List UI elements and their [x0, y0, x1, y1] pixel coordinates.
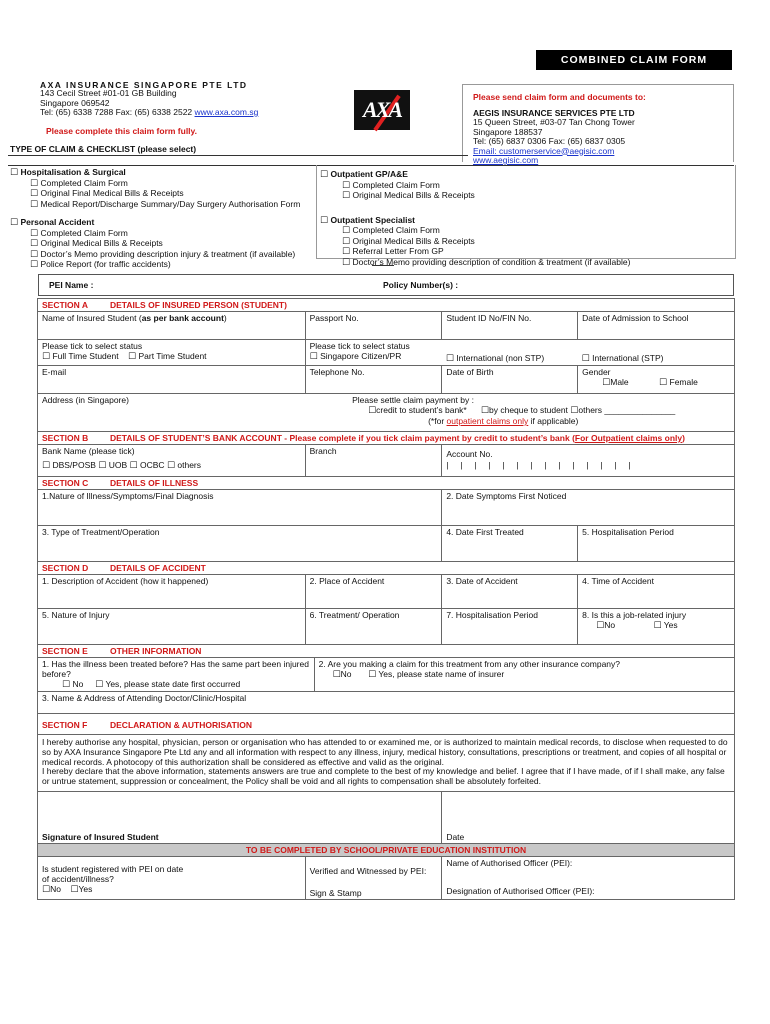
section-label: SECTION D	[42, 563, 89, 573]
field-label: 1. Has the illness been treated before? Has the same part been injured before?	[42, 659, 309, 679]
citizen-checkbox[interactable]: ☐ Singapore Citizen/PR	[309, 351, 402, 362]
field-label: 3. Type of Treatment/Operation	[42, 527, 160, 537]
checklist-title: TYPE OF CLAIM & CHECKLIST (please select)	[10, 144, 197, 154]
gender-field	[578, 366, 735, 394]
dbs-checkbox[interactable]: ☐ DBS/POSB	[42, 460, 96, 471]
hosp-item-1: Completed Claim Form	[40, 177, 128, 188]
field-label: 1.Nature of Illness/Symptoms/Final Diagnosis	[42, 491, 214, 501]
officer-field[interactable]	[442, 856, 735, 899]
section-label: SECTION E	[42, 646, 88, 656]
short-divider	[372, 265, 394, 266]
field-label: 6. Treatment/ Operation	[309, 610, 400, 620]
option-label: by cheque to student	[489, 405, 568, 415]
intl-stp-checkbox[interactable]: ☐ International (STP)	[578, 340, 735, 366]
section-label: SECTION B	[42, 433, 89, 443]
cheque-checkbox[interactable]: ☐by cheque to student	[480, 405, 568, 416]
field-label: )	[223, 313, 227, 323]
field-label: 5. Hospitalisation Period	[582, 527, 674, 537]
field-label: 2. Place of Accident	[309, 576, 385, 586]
institution-header	[38, 843, 735, 856]
ops-item-4: Doctor’s Memo providing description of condition & treatment (if available)	[352, 256, 631, 267]
op-item[interactable]: ☐ Completed Claim Form	[342, 179, 440, 191]
pa-checkbox[interactable]: ☐ Personal Accident	[10, 217, 95, 228]
illness-hosp-period-field[interactable]	[578, 526, 735, 562]
ops-item-1: Completed Claim Form	[352, 225, 440, 235]
axa-website-link[interactable]: www.axa.com.sg	[194, 107, 259, 117]
treated-before-yes-checkbox[interactable]: ☐ Yes, please state date first occurred	[95, 679, 241, 690]
hosp-item-3: Medical Report/Discharge Summary/Day Surgery Authorisation Form	[40, 198, 301, 209]
accident-description-field[interactable]	[38, 575, 306, 609]
field-label: 1. Description of Accident (how it happened)	[42, 576, 209, 586]
field-label: Please tick to select status	[42, 341, 143, 351]
declaration-text	[38, 735, 735, 792]
option-label: International (non STP)	[456, 353, 545, 363]
section-title: DETAILS OF ACCIDENT	[110, 563, 206, 573]
field-label: Name of Insured Student (	[42, 313, 142, 323]
section-b-header	[38, 432, 735, 445]
female-checkbox[interactable]: ☐ Female	[659, 377, 698, 388]
treated-before-field	[38, 658, 315, 692]
dob-field[interactable]	[442, 366, 578, 394]
op-item-2: Original Medical Bills & Receipts	[352, 190, 475, 200]
field-label: Branch	[309, 446, 337, 456]
account-number-field[interactable]	[442, 445, 735, 477]
passport-field[interactable]	[305, 312, 442, 340]
pei-registered-field	[38, 856, 306, 899]
option-label: No	[604, 620, 616, 630]
axa-logo	[354, 90, 410, 130]
hosp-item-2: Original Final Medical Bills & Receipts	[40, 188, 184, 198]
pei-row	[38, 274, 734, 296]
accident-place-field[interactable]	[305, 575, 442, 609]
field-label: Please tick to select status	[309, 341, 410, 351]
ocbc-checkbox[interactable]: ☐ OCBC	[129, 460, 165, 471]
ops-item-3: Referral Letter From GP	[352, 246, 444, 256]
injury-nature-field[interactable]	[38, 609, 306, 645]
hosp-item[interactable]: ☐ Completed Claim Form	[30, 177, 128, 189]
form-title: COMBINED CLAIM FORM	[536, 50, 732, 70]
checklist-left	[10, 168, 332, 271]
others-payment-checkbox[interactable]: ☐others _______________	[570, 405, 676, 416]
ops-label: Outpatient Specialist	[330, 214, 415, 225]
address-field[interactable]	[38, 394, 315, 432]
hosp-item[interactable]: ☐ Original Final Medical Bills & Receipts	[30, 188, 184, 199]
pa-label: Personal Accident	[20, 217, 95, 227]
address-line-1: 143 Cecil Street #01-01 GB Building	[40, 88, 177, 98]
others-bank-checkbox[interactable]: ☐ others	[166, 460, 202, 471]
section-title: )	[682, 433, 685, 443]
field-label: 3. Name & Address of Attending Doctor/Clinic/Hospital	[42, 693, 247, 703]
option-label: Yes, please state date first occurred	[105, 679, 241, 689]
section-title: DECLARATION & AUTHORISATION	[110, 720, 252, 730]
section-a-header	[38, 299, 735, 312]
section-f-header	[38, 714, 735, 735]
other-insurance-field	[314, 658, 734, 692]
pa-item[interactable]: ☐ Police Report (for traffic accidents)	[30, 259, 171, 270]
send-to-website-link[interactable]: www.aegisic.com	[473, 155, 539, 165]
logo-text: AXA	[362, 97, 402, 122]
credit-bank-checkbox[interactable]: ☐credit to student’s bank*	[368, 405, 467, 416]
field-label: Name of Authorised Officer (PEI):	[446, 857, 573, 868]
field-label: Date	[446, 831, 465, 842]
note-highlight: outpatient claims only	[446, 416, 529, 426]
pa-item[interactable]: ☐ Original Medical Bills & Receipts	[30, 238, 163, 249]
phone-fax: Tel: (65) 6338 7288 Fax: (65) 6338 2522	[40, 107, 195, 117]
field-label: Verified and Witnessed by PEI:	[309, 865, 427, 876]
section-label: SECTION F	[42, 720, 88, 730]
declaration-paragraph-1: I hereby authorise any hospital, physician, person or organisation who has attended to or examined me, or is authorized to maintain medical records, to disclose when requested to do so by AXA Insurance Singapore Pte Ltd any and all information with respect to any illness, injury, medical history, consultations, prescriptions or treatment, and copies of all hospital or medical records. A photocopy of this authorization shall be considered as effective and valid as the original.	[42, 737, 728, 767]
field-label: Sign & Stamp	[309, 887, 362, 898]
full-time-checkbox[interactable]: ☐ Full Time Student	[42, 351, 119, 362]
field-label: Bank Name (please tick)	[42, 446, 135, 456]
ops-item-2: Original Medical Bills & Receipts	[352, 235, 475, 246]
option-label: OCBC	[140, 460, 165, 470]
admission-date-field[interactable]	[578, 312, 735, 340]
section-c-header	[38, 477, 735, 490]
field-label: Signature of Insured Student	[42, 831, 159, 842]
field-label: 7. Hospitalisation Period	[446, 610, 538, 620]
payment-method	[314, 394, 734, 432]
job-related-field	[578, 609, 735, 645]
account-digit-boxes: | | | | | | | | | | | | | |	[446, 460, 631, 470]
field-label-bold: as per bank account	[141, 313, 224, 323]
option-label: DBS/POSB	[52, 460, 96, 470]
section-label: SECTION C	[42, 478, 89, 488]
pei-name-field[interactable]: PEI Name :	[49, 280, 94, 290]
op-item-1: Completed Claim Form	[352, 179, 440, 190]
treatment-type-field[interactable]	[38, 526, 442, 562]
option-label: Full Time Student	[52, 351, 119, 361]
signature-field[interactable]	[38, 791, 442, 843]
field-label: Passport No.	[309, 313, 359, 323]
send-to-box	[462, 84, 734, 165]
field-label: Please settle claim payment by :	[352, 395, 474, 405]
option-label: International (STP)	[592, 353, 664, 363]
send-to-heading: Please send claim form and documents to:	[473, 92, 646, 102]
ops-item[interactable]: ☐ Original Medical Bills & Receipts	[342, 235, 475, 247]
field-label: Gender	[582, 367, 611, 377]
pa-item-2: Original Medical Bills & Receipts	[40, 238, 163, 248]
note-text: (*for	[428, 416, 447, 426]
complete-fully-note: Please complete this claim form fully.	[46, 126, 198, 136]
checklist-right	[316, 170, 736, 268]
option-label: credit to student’s bank*	[376, 405, 467, 415]
pa-item-1: Completed Claim Form	[40, 227, 128, 238]
outpatient-note	[428, 416, 730, 426]
part-time-checkbox[interactable]: ☐ Part Time Student	[128, 351, 207, 362]
symptoms-date-field[interactable]	[442, 490, 735, 526]
section-e-header	[38, 645, 735, 658]
option-label: Part Time Student	[138, 351, 207, 361]
field-label: Is student registered with PEI on date of accident/illness?	[42, 863, 184, 884]
ops-item[interactable]: ☐ Referral Letter From GP	[342, 246, 444, 257]
pa-item[interactable]: ☐ Doctor’s Memo providing description injury & treatment (if available)	[30, 248, 296, 260]
accident-date-field[interactable]	[442, 575, 578, 609]
study-status	[38, 340, 306, 366]
send-to-phone: Tel: (65) 6837 0306 Fax: (65) 6837 0305	[473, 136, 626, 146]
male-checkbox[interactable]: ☐Male	[602, 377, 629, 388]
send-to-address-1: 15 Queen Street, #03-07 Tan Chong Tower	[473, 117, 635, 127]
field-label: 8. Is this a job-related injury	[582, 610, 687, 620]
first-treated-field[interactable]	[442, 526, 578, 562]
field-label: Telephone No.	[309, 367, 365, 377]
ops-checkbox[interactable]: ☐ Outpatient Specialist	[320, 214, 415, 226]
illness-nature-field[interactable]	[38, 490, 442, 526]
option-label: UOB	[108, 460, 128, 470]
branch-field[interactable]	[305, 445, 442, 477]
section-title: DETAILS OF STUDENT’S BANK ACCOUNT - Please complete if you tick claim payment by credit to student’s bank (	[110, 433, 575, 443]
option-label: Male	[610, 377, 629, 387]
signature-date-field[interactable]	[442, 791, 735, 843]
pa-item[interactable]: ☐ Completed Claim Form	[30, 227, 128, 239]
field-label: E-mail	[42, 367, 67, 377]
header-divider	[8, 155, 468, 156]
field-label: 5. Nature of Injury	[42, 610, 110, 620]
hosp-item[interactable]: ☐ Medical Report/Discharge Summary/Day Surgery Authorisation Form	[30, 198, 301, 210]
field-label: 4. Date First Treated	[446, 527, 524, 537]
email-field[interactable]	[38, 366, 306, 394]
accident-treatment-field[interactable]	[305, 609, 442, 645]
doctor-address-field[interactable]	[38, 692, 735, 714]
telephone-field[interactable]	[305, 366, 442, 394]
policy-number-field[interactable]: Policy Number(s) :	[383, 280, 459, 290]
registered-yes-checkbox[interactable]: ☐Yes	[70, 883, 93, 895]
job-related-no-checkbox[interactable]: ☐No	[596, 620, 616, 631]
declaration-paragraph-2: I hereby declare that the above information, statements answers are true and complete to the best of my knowledge and belief. I agree that if I have made, of if I shall make, any false or untrue statement, suppression or concealment, the Policy shall be void and all rights to compensation shall be absolutely forfeited.	[42, 766, 725, 787]
student-id-field[interactable]	[442, 312, 578, 340]
op-item[interactable]: ☐ Original Medical Bills & Receipts	[342, 190, 475, 201]
field-label: Designation of Authorised Officer (PEI):	[446, 885, 595, 896]
section-label: SECTION A	[42, 300, 88, 310]
field-label: Account No.	[446, 449, 493, 459]
send-to-address-2: Singapore 188537	[473, 126, 543, 137]
send-to-company: AEGIS INSURANCE SERVICES PTE LTD	[473, 107, 635, 118]
option-label: others	[177, 460, 202, 470]
hosp-label: Hospitalisation & Surgical	[20, 167, 126, 177]
verified-field[interactable]	[305, 856, 442, 899]
op-label: Outpatient GP/A&E	[330, 169, 408, 179]
other-insurance-yes-checkbox[interactable]: ☐ Yes, please state name of insurer	[368, 669, 505, 680]
field-label: Student ID No/FIN No.	[446, 313, 532, 323]
section-d-header	[38, 562, 735, 575]
option-label: No	[340, 669, 352, 679]
intl-non-stp-checkbox[interactable]: ☐ International (non STP)	[442, 340, 578, 366]
bank-name-field	[38, 445, 306, 477]
field-label: Date of Birth	[446, 367, 494, 377]
job-related-yes-checkbox[interactable]: ☐ Yes	[653, 620, 678, 631]
address-line-2: Singapore 069542	[40, 97, 110, 108]
claim-form-table	[37, 298, 735, 900]
option-label: No	[50, 883, 61, 894]
note-text: if applicable)	[528, 416, 579, 426]
treated-before-no-checkbox[interactable]: ☐ No	[62, 679, 84, 690]
student-name-field[interactable]	[38, 312, 306, 340]
residency-status	[305, 340, 442, 366]
section-title: DETAILS OF INSURED PERSON (STUDENT)	[110, 300, 287, 310]
section-title: DETAILS OF ILLNESS	[110, 478, 199, 488]
section-title: OTHER INFORMATION	[110, 646, 202, 656]
accident-hosp-period-field[interactable]	[442, 609, 578, 645]
op-checkbox[interactable]: ☐ Outpatient GP/A&E	[320, 169, 408, 180]
field-label: Address (in Singapore)	[42, 395, 129, 405]
field-label: Date of Admission to School	[582, 313, 689, 323]
option-label: Female	[669, 377, 698, 387]
field-label: 4. Time of Accident	[582, 576, 654, 586]
option-label: No	[72, 679, 84, 689]
option-label: Yes, please state name of insurer	[378, 669, 505, 679]
ops-item[interactable]: ☐ Completed Claim Form	[342, 225, 440, 236]
company-address	[40, 89, 258, 118]
field-label: 3. Date of Accident	[446, 576, 518, 586]
option-label: others _______________	[578, 405, 676, 415]
pa-item-4: Police Report (for traffic accidents)	[40, 259, 171, 269]
hosp-checkbox[interactable]: ☐ Hospitalisation & Surgical	[10, 167, 126, 178]
option-label: Yes	[663, 620, 678, 630]
option-label: Singapore Citizen/PR	[320, 351, 402, 361]
option-label: Yes	[78, 883, 93, 894]
section-title: TO BE COMPLETED BY SCHOOL/PRIVATE EDUCATION INSTITUTION	[245, 844, 527, 855]
pa-item-3: Doctor’s Memo providing description injury & treatment (if available)	[40, 248, 296, 259]
company-name: AXA INSURANCE SINGAPORE PTE LTD	[40, 80, 248, 90]
uob-checkbox[interactable]: ☐ UOB	[98, 460, 128, 471]
field-label: 2. Are you making a claim for this treatment from any other insurance company?	[318, 659, 621, 669]
section-title-underlined: For Outpatient claims only	[574, 433, 683, 443]
ops-item[interactable]: ☐ Doctor’s Memo providing description of condition & treatment (if available)	[342, 256, 631, 268]
field-label: 2. Date Symptoms First Noticed	[446, 491, 567, 501]
send-to-email-link[interactable]: Email: customerservice@aegisic.com	[473, 145, 615, 156]
registered-no-checkbox[interactable]: ☐No	[42, 883, 61, 895]
accident-time-field[interactable]	[578, 575, 735, 609]
contact-line	[40, 108, 258, 118]
other-insurance-no-checkbox[interactable]: ☐No	[332, 669, 352, 680]
